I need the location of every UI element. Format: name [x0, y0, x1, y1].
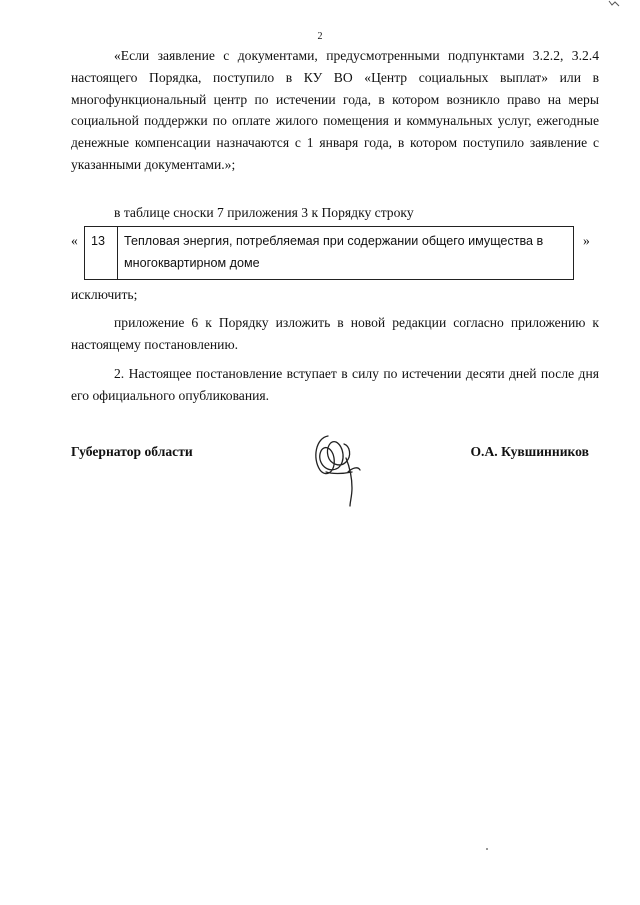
row-number-cell: 13: [85, 227, 118, 280]
row-text-cell: Тепловая энергия, потребляемая при содержании общего имущества в многоквартирном доме: [118, 227, 574, 280]
page-number: 2: [317, 31, 323, 42]
paragraph-appendix: приложение 6 к Порядку изложить в новой редакции согласно приложению к настоящему постановлению.: [71, 315, 599, 352]
handwritten-signature-icon: [306, 428, 362, 508]
quote-close: »: [583, 233, 590, 248]
scan-dot: [486, 848, 488, 850]
paragraph-table-intro: в таблице сноски 7 приложения 3 к Порядку строку: [114, 205, 414, 220]
signer-position-title: Губернатор области: [71, 444, 193, 459]
signer-name: О.А. Кувшинников: [470, 444, 589, 459]
footnote-table-block: [71, 226, 611, 282]
table-row: [85, 227, 574, 280]
paragraph-exclude: исключить;: [71, 287, 138, 302]
paragraph-effective-date: 2. Настоящее постановление вступает в силу по истечении десяти дней после дня его официального опубликования.: [71, 366, 599, 403]
quote-open: «: [71, 233, 78, 248]
paragraph-amendment-text: «Если заявление с документами, предусмотренными подпунктами 3.2.2, 3.2.4 настоящего Порядка, поступило в КУ ВО «Центр социальных выплат» или в многофункциональный центр по истечении года, в котором возникло право на меры социальной поддержки по оплате жилого помещения и коммунальных услуг, ежегодные денежные компенсации назначаются с 1 января года, в котором поступило заявление с указанными документами.»;: [71, 48, 599, 172]
footnote-table: [84, 226, 574, 280]
corner-mark-icon: [608, 0, 620, 8]
